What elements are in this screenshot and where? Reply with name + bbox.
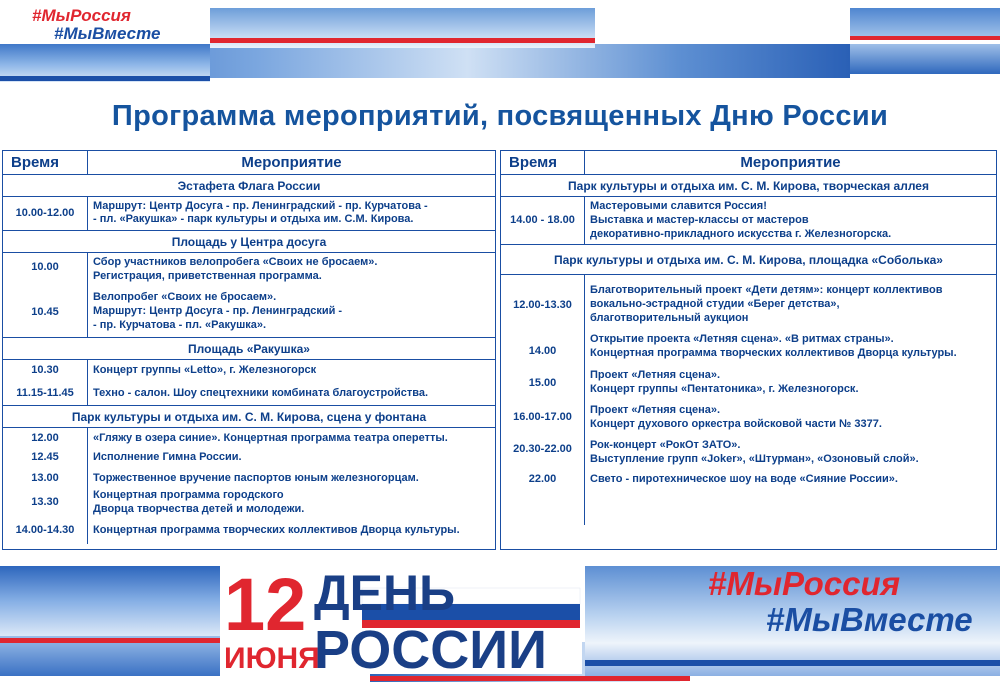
time-cell — [501, 275, 585, 525]
event-line: Сбор участников велопробега «Своих не бросаем». — [93, 256, 378, 268]
event-line: Техно - салон. Шоу спецтехники комбината благоустройства. — [93, 387, 429, 399]
time-value: 12.00 — [31, 432, 59, 444]
time-value: 14.00-14.30 — [15, 524, 75, 536]
flag-stripe-red — [210, 38, 595, 43]
event-line: Мастеровыми славится Россия! — [590, 200, 767, 212]
table-row — [3, 360, 495, 406]
time-value: 10.00-12.00 — [15, 207, 75, 219]
event-line: Проект «Летняя сцена». — [590, 404, 721, 416]
flag-stripe-red — [850, 36, 1000, 40]
logo-word-day: ДЕНЬ — [314, 565, 456, 621]
time-cell — [501, 197, 585, 244]
sky-background — [850, 44, 1000, 74]
flag-stripe-blue — [585, 660, 1000, 666]
logo-day-number: 12 — [224, 563, 307, 646]
flag-stripe-blue — [0, 76, 210, 81]
table-header — [3, 151, 495, 175]
time-value: 12.45 — [31, 451, 59, 463]
time-value: 14.00 - 18.00 — [510, 214, 575, 226]
time-cell — [3, 360, 88, 405]
event-cell — [88, 428, 495, 544]
event-line: Маршрут: Центр Досуга - пр. Ленинградский - пр. Курчатова - — [93, 200, 428, 212]
event-line: - пр. Курчатова - пл. «Ракушка». — [93, 319, 267, 331]
time-value: 10.45 — [31, 306, 59, 318]
event-line: Велопробег «Своих не бросаем». — [93, 291, 277, 303]
time-value: 13.30 — [31, 496, 59, 508]
column-header-time: Время — [3, 151, 88, 174]
sky-background — [0, 566, 220, 636]
table-row — [501, 275, 996, 525]
table-row — [501, 197, 996, 245]
event-cell — [585, 275, 996, 525]
time-value: 15.00 — [528, 377, 557, 389]
table-row — [3, 428, 495, 544]
flag-stripe-red — [370, 676, 690, 681]
event-line: Концерт духового оркестра войсковой части № 3377. — [590, 418, 882, 430]
time-value: 16.00-17.00 — [513, 411, 572, 423]
hashtag-my-together: #МыВместе — [766, 601, 973, 638]
hashtags-bottom — [700, 566, 1000, 638]
section-heading: Парк культуры и отдыха им. С. М. Кирова, площадка «Соболька» — [501, 245, 996, 275]
event-line: Открытие проекта «Летняя сцена». «В ритмах страны». — [590, 333, 894, 345]
event-line: Регистрация, приветственная программа. — [93, 270, 322, 282]
event-line: Концертная программа творческих коллективов Дворца культуры. — [590, 347, 957, 359]
event-line: Торжественное вручение паспортов юным железногорцам. — [93, 472, 419, 484]
time-cell — [3, 253, 88, 337]
hashtag-my-russia: #МыРоссия — [32, 6, 131, 25]
schedule-table-left — [2, 150, 496, 550]
hashtag-my-russia: #МыРоссия — [708, 565, 901, 602]
event-line: Проект «Летняя сцена». — [590, 369, 721, 381]
section-heading: Площадь у Центра досуга — [3, 231, 495, 253]
event-line: благотворительный аукцион — [590, 312, 749, 324]
time-value: 10.30 — [31, 364, 59, 376]
event-line: Маршрут: Центр Досуга - пр. Ленинградский - — [93, 305, 343, 317]
logo-month: ИЮНЯ — [224, 642, 320, 674]
event-line: Концерт группы «Letto», г. Железногорск — [93, 364, 317, 376]
time-value: 11.15-11.45 — [16, 387, 74, 399]
event-cell — [88, 360, 495, 405]
event-line: Выставка и мастер-классы от мастеров — [590, 214, 809, 226]
section-heading: Парк культуры и отдыха им. С. М. Кирова, сцена у фонтана — [3, 406, 495, 428]
section-heading: Парк культуры и отдыха им. С. М. Кирова, творческая аллея — [501, 175, 996, 197]
top-banner — [0, 0, 1000, 84]
time-value: 12.00-13.30 — [513, 299, 572, 311]
time-cell — [3, 428, 88, 544]
logo-word-russia: РОССИИ — [314, 620, 547, 674]
event-line: Выступление групп «Joker», «Штурман», «Озоновый слой». — [590, 453, 919, 465]
column-header-time: Время — [501, 151, 585, 174]
event-cell — [88, 197, 495, 230]
hashtags-top — [32, 7, 182, 43]
table-row — [3, 253, 495, 338]
event-line: Благотворительный проект «Дети детям»: концерт коллективов — [590, 284, 943, 296]
event-line: «Гляжу в озера синие». Концертная программа театра оперетты. — [93, 432, 448, 444]
table-row — [3, 197, 495, 231]
event-cell — [88, 253, 495, 337]
event-line: вокально-эстрадной студии «Берег детства», — [590, 298, 840, 310]
table-header — [501, 151, 996, 175]
time-value: 20.30-22.00 — [513, 443, 572, 455]
page-title: Программа мероприятий, посвященных Дню России — [111, 100, 889, 132]
russia-day-logo — [222, 562, 582, 674]
column-header-event: Мероприятие — [241, 154, 342, 171]
event-line: Концертная программа городского — [93, 489, 284, 501]
event-line: Концертная программа творческих коллективов Дворца культуры. — [93, 524, 460, 536]
event-line: Дворца творчества детей и молодежи. — [93, 503, 305, 515]
time-value: 13.00 — [31, 472, 59, 484]
flag-stripe-red — [0, 638, 220, 643]
time-value: 22.00 — [528, 473, 557, 485]
schedule-table-right — [500, 150, 997, 550]
hashtag-my-together: #МыВместе — [54, 24, 161, 43]
column-header-event: Мероприятие — [740, 154, 841, 171]
event-line: декоративно-прикладного искусства г. Железногорска. — [590, 228, 892, 240]
time-value: 14.00 — [528, 345, 557, 357]
event-line: Исполнение Гимна России. — [93, 451, 242, 463]
event-line: - пл. «Ракушка» - парк культуры и отдыха им. С.М. Кирова. — [93, 213, 414, 225]
bottom-banner — [0, 556, 1000, 696]
time-value: 10.00 — [31, 261, 59, 273]
event-line: Концерт группы «Пентатоника», г. Железногорск. — [590, 383, 859, 395]
time-cell — [3, 197, 88, 230]
event-cell — [585, 197, 996, 244]
event-line: Свето - пиротехническое шоу на воде «Сияние России». — [590, 473, 898, 485]
section-heading: Эстафета Флага России — [3, 175, 495, 197]
event-line: Рок-концерт «РокОт ЗАТО». — [590, 439, 741, 451]
section-heading: Площадь «Ракушка» — [3, 338, 495, 360]
